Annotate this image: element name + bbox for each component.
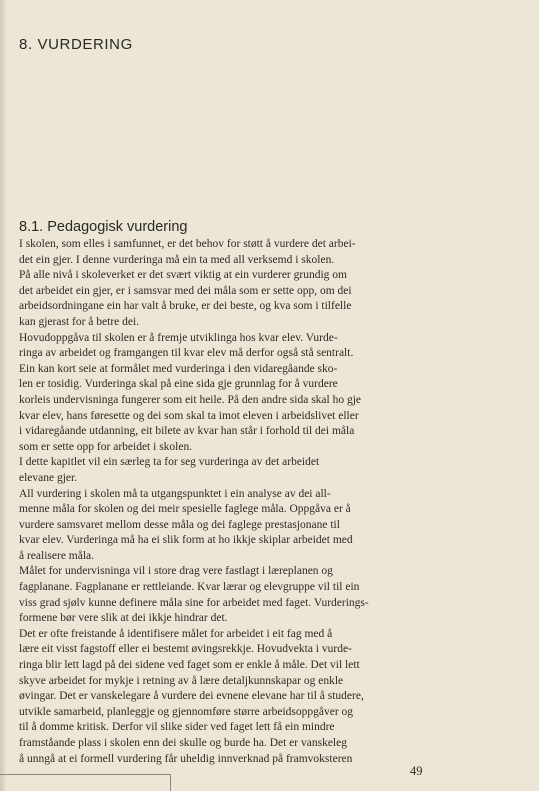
text-line: Målet for undervisninga vil i store drag vere fastlagt i læreplanen og (19, 565, 333, 578)
section-title: 8.1. Pedagogisk vurdering (19, 219, 188, 235)
text-line: På alle nivå i skoleverket er det svært viktig at ein vurderer grundig om (19, 269, 347, 282)
text-line: utvikle samarbeid, planleggje og gjennomføre større arbeidsoppgåver og (19, 705, 354, 718)
chapter-title: 8. VURDERING (19, 36, 133, 53)
text-line: til å domme kritisk. Derfor vil slike sider ved faget lett få ein mindre (19, 721, 335, 734)
text-line: korleis undervisninga fungerer som eit heile. På den andre sida skal ho gje (19, 393, 362, 406)
text-line: framståande plass i skolen enn dei skulle og burde ha. Det er vanskeleg (19, 737, 347, 749)
text-line: menne måla for skolen og dei meir spesielle faglege måla. Oppgåva er å (19, 503, 351, 516)
footer-tick (170, 774, 171, 791)
text-line: å realisere måla. (19, 549, 95, 562)
text-line: arbeidsordningane ein har valt å bruke, er dei beste, og kva som i tilfelle (19, 300, 352, 313)
page-number: 49 (410, 764, 423, 778)
text-line: Hovudoppgåva til skolen er å fremje utviklinga hos kvar elev. Vurde- (19, 331, 338, 344)
page-edge (0, 0, 6, 791)
text-line: I skolen, som elles i samfunnet, er det behov for støtt å vurdere det arbei- (19, 238, 356, 250)
text-line: som er sette opp for arbeidet i skolen. (19, 440, 193, 453)
text-line: kvar elev, hans føresette og dei som skal ta imot eleven i arbeidslivet eller (19, 409, 359, 422)
text-line: Ein kan kort seie at formålet med vurderinga i den vidaregåande sko- (19, 362, 338, 375)
text-line: formene bør vere slik at dei ikkje hindrar det. (19, 612, 228, 625)
text-line: vurdere samsvaret mellom desse måla og dei faglege prestasjonane til (19, 518, 340, 531)
text-line: øvingar. Det er vanskelegare å vurdere dei evnene elevane har til å studere, (19, 690, 364, 703)
text-line: All vurdering i skolen må ta utgangspunktet i ein analyse av dei all- (19, 487, 331, 500)
text-line: lære eit visst fagstoff eller ei bestemt øvingsrekkje. Hovudvekta i vurde- (19, 643, 352, 656)
text-line: skyve arbeidet for mykje i retning av å lære detaljkunnskapar og enkle (19, 674, 344, 687)
text-line: elevane gjer. (19, 471, 78, 484)
footer-rule (0, 774, 170, 775)
text-line: kvar elev. Vurderinga må ha ei slik form at ho ikkje skiplar arbeidet med (19, 534, 353, 547)
text-line: len er tosidig. Vurderinga skal på eine sida gje grunnlag for å vurdere (19, 378, 338, 391)
text-line: i vidaregåande utdanning, eit bilete av kvar han står i forhold til dei måla (19, 425, 355, 438)
body-text (19, 237, 395, 767)
text-line: det ein gjer. I denne vurderinga må ein ta med all verksemd i skolen. (19, 253, 335, 266)
text-line: ringa av arbeidet og framgangen til kvar elev må derfor også stå sentralt. (19, 347, 354, 360)
text-line: å unngå at ei formell vurdering får uheldig innverknad på framvoksteren (19, 752, 353, 765)
text-line: ringa blir lett lagd på dei sidene ved faget som er enkle å måle. Det vil lett (19, 659, 360, 672)
text-line: Det er ofte freistande å identifisere målet for arbeidet i eit fag med å (19, 627, 333, 640)
text-line: fagplanane. Fagplanane er rettleiande. Kvar lærar og elevgruppe vil til ein (19, 581, 360, 594)
text-line: kan gjerast for å betre dei. (19, 315, 140, 328)
text-line: det arbeidet ein gjer, er i samsvar med dei måla som er sette opp, om dei (19, 284, 352, 297)
text-line: I dette kapitlet vil ein særleg ta for seg vurderinga av det arbeidet (19, 456, 320, 469)
text-line: viss grad sjølv kunne definere måla sine for arbeidet med faget. Vurderings- (19, 596, 369, 609)
